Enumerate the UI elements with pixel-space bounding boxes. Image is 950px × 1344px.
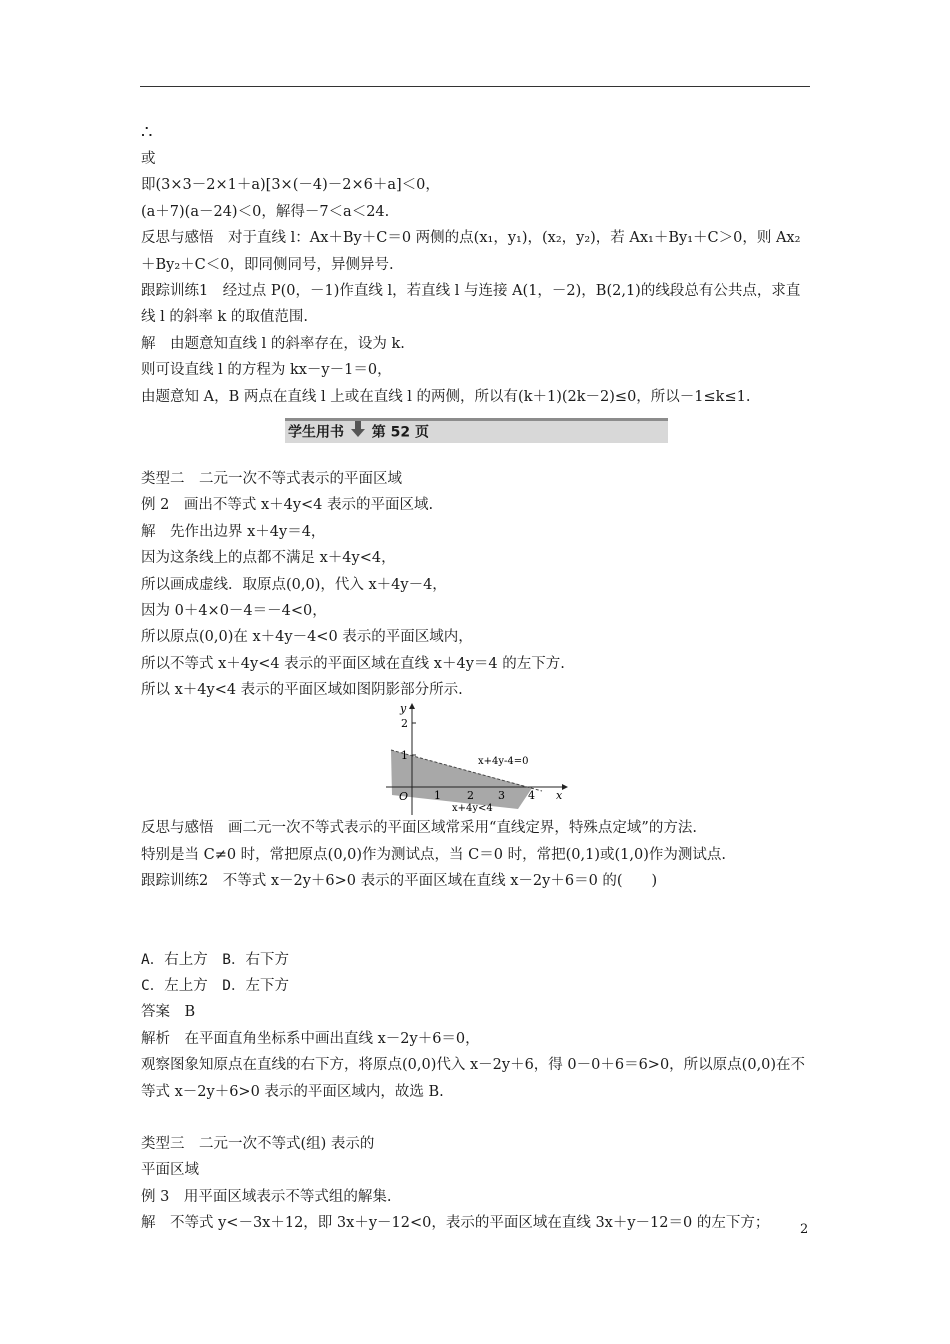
reflection-paragraph-1: 反思与感悟 对于直线 l：Ax＋By＋C＝0 两侧的点(x₁，y₁)，(x₂，y₂)，若 Ax₁＋By₁＋C＞0，则 Ax₂＋By₂＋C＜0，即同侧同号，异侧异号. <box>141 230 801 273</box>
header-rule <box>140 86 810 87</box>
text-line: 所以画成虚线．取原点(0,0)，代入 x＋4y－4， <box>141 576 447 593</box>
text-line: 则可设直线 l 的方程为 kx－y－1＝0， <box>141 362 392 379</box>
text-line: 所以原点(0,0)在 x＋4y－4<0 表示的平面区域内， <box>141 629 473 646</box>
region-figure <box>141 703 811 815</box>
section-heading-type-2: 类型二 二元一次不等式表示的平面区域 <box>141 470 402 487</box>
student-book-banner-row <box>141 410 811 466</box>
line-equation-label: x+4y-4=0 <box>478 756 529 768</box>
text-line: 解 先作出边界 x＋4y＝4， <box>141 523 326 540</box>
practice-1-question: 跟踪训练1 经过点 P(0，－1)作直线 l，若直线 l 与连接 A(1，－2)，B(2,1)的线段总有公共点，求直线 l 的斜率 k 的取值范围. <box>141 282 801 326</box>
x-axis-label: x <box>556 789 563 803</box>
page-content <box>141 120 811 1237</box>
y-axis-label: y <box>400 703 407 716</box>
y-tick-label: 2 <box>401 717 408 731</box>
x-axis-arrow-icon <box>562 784 568 790</box>
text-line: 例 2 画出不等式 x＋4y<4 表示的平面区域. <box>141 497 434 514</box>
text-line: 解 不等式 y<－3x＋12，即 3x＋y－12<0，表示的平面区域在直线 3x＋y－12＝0 的左下方； <box>141 1215 770 1232</box>
student-book-banner <box>285 418 668 443</box>
page-number: 2 <box>800 1222 809 1237</box>
region-label: x+4y<4 <box>452 803 493 815</box>
text-line: 解 由题意知直线 l 的斜率存在，设为 k. <box>141 335 405 352</box>
down-arrow-icon <box>351 421 365 444</box>
x-tick-label: 2 <box>467 789 474 803</box>
banner-left-label: 学生用书 <box>288 424 344 441</box>
text-line: 反思与感悟 画二元一次不等式表示的平面区域常采用“直线定界，特殊点定域”的方法. <box>141 820 697 837</box>
text-line: 平面区域 <box>141 1162 199 1179</box>
text-line: 例 3 用平面区域表示不等式组的解集. <box>141 1188 392 1205</box>
text-line: 即(3×3－2×1＋a)[3×(－4)－2×6＋a]＜0， <box>141 177 440 194</box>
text-line: (a＋7)(a－24)＜0，解得－7＜a＜24. <box>141 203 390 220</box>
therefore-symbol: ∴ <box>141 122 153 143</box>
text-line: 所以 x＋4y<4 表示的平面区域如图阴影部分所示. <box>141 682 463 699</box>
section-heading-type-3: 类型三 二元一次不等式(组) 表示的 <box>141 1136 375 1153</box>
text-line: 解析 在平面直角坐标系中画出直线 x－2y＋6＝0， <box>141 1030 480 1047</box>
y-axis-arrow-icon <box>409 703 415 709</box>
text-line: 或 <box>141 151 156 167</box>
practice-2-question: 跟踪训练2 不等式 x－2y＋6>0 表示的平面区域在直线 x－2y＋6＝0 的( ) <box>141 873 658 890</box>
text-line: 特别是当 C≠0 时，常把原点(0,0)作为测试点，当 C＝0 时，常把(0,1)或(1,0)作为测试点. <box>141 846 726 863</box>
banner-page-label: 第 52 页 <box>371 424 429 441</box>
x-tick-label: 1 <box>434 789 441 803</box>
option-line: A．右上方 B．右下方 <box>141 951 289 968</box>
answer-line: 答案 B <box>141 1004 196 1021</box>
y-tick-label: 1 <box>401 749 408 763</box>
text-line: 由题意知 A，B 两点在直线 l 上或在直线 l 的两侧，所以有(k＋1)(2k－2)≤0，所以－1≤k≤1. <box>141 388 751 405</box>
text-line: 所以不等式 x＋4y<4 表示的平面区域在直线 x＋4y＝4 的左下方. <box>141 655 565 672</box>
origin-label: O <box>399 790 409 804</box>
option-line: C．左上方 D．左下方 <box>141 978 289 995</box>
x-tick-label: 3 <box>498 789 505 803</box>
text-line: 因为这条线上的点都不满足 x＋4y<4， <box>141 550 396 567</box>
region-graph <box>386 703 576 815</box>
text-line: 因为 0＋4×0－4＝－4<0， <box>141 602 327 619</box>
x-tick-label: 4 <box>528 789 535 803</box>
analysis-paragraph: 观察图象知原点在直线的右下方，将原点(0,0)代入 x－2y＋6，得 0－0＋6＝6>0，所以原点(0,0)在不等式 x－2y＋6>0 表示的平面区域内，故选 B. <box>141 1057 806 1100</box>
